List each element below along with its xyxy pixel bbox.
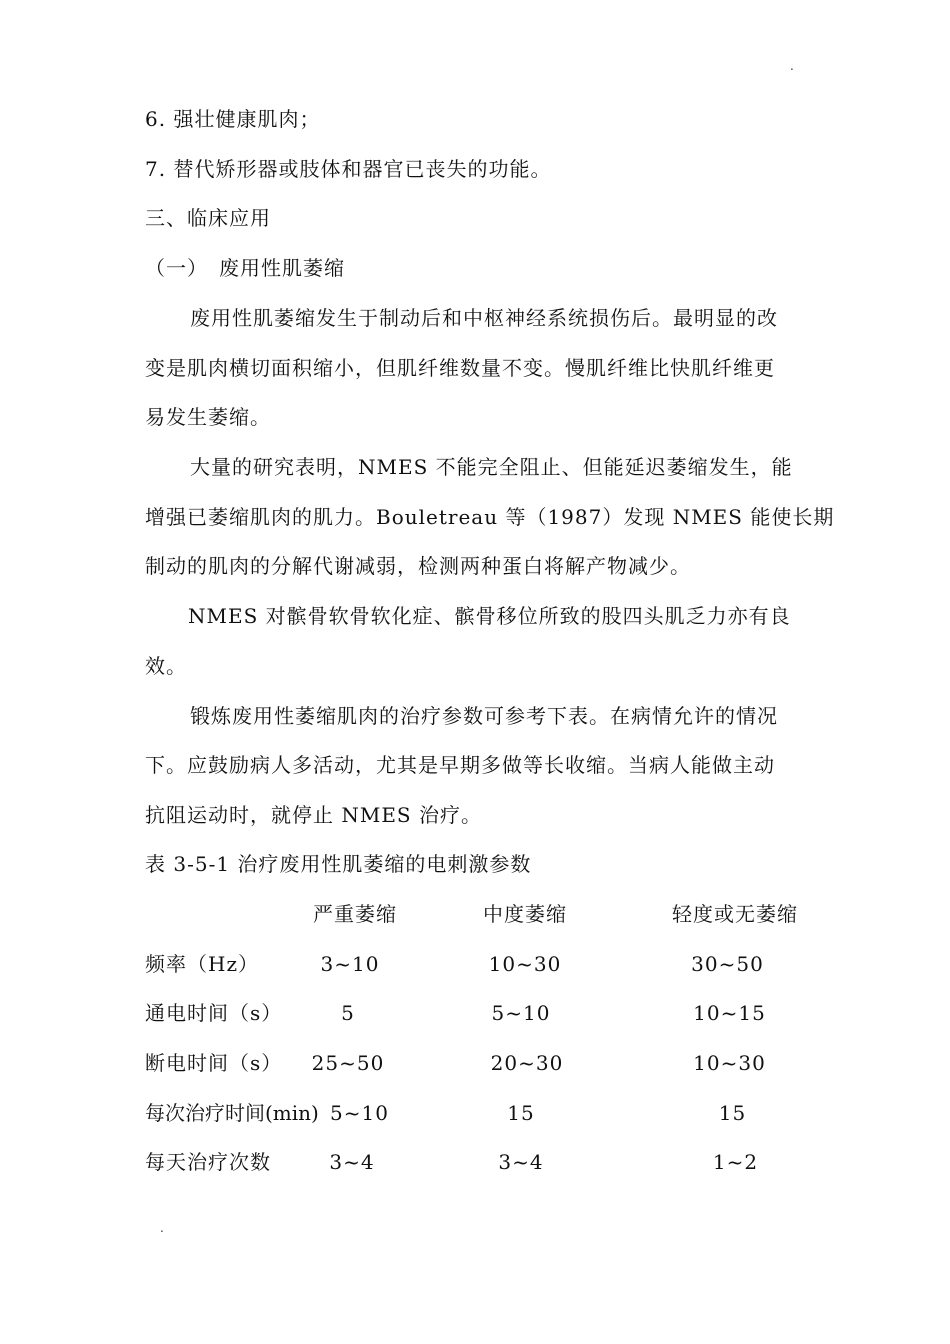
paragraph-3-line-2: 效。 — [145, 654, 187, 678]
table-cell: 25~50 — [311, 1051, 385, 1075]
table-cell: 20~30 — [490, 1051, 564, 1075]
table-cell: 15 — [718, 1101, 747, 1125]
table-row-label: 每天治疗次数 — [145, 1150, 271, 1174]
paragraph-3-line-1: NMES 对髌骨软骨软化症、髌骨移位所致的股四头肌乏力亦有良 — [188, 604, 791, 628]
subsection-heading: （一） 废用性肌萎缩 — [145, 256, 345, 280]
table-header-mild: 轻度或无萎缩 — [672, 902, 798, 926]
table-cell: 1~2 — [712, 1150, 759, 1174]
table-cell: 10~30 — [693, 1051, 766, 1075]
table-cell: 5 — [341, 1001, 355, 1025]
section-heading: 三、临床应用 — [145, 206, 271, 230]
paragraph-1-line-3: 易发生萎缩。 — [145, 405, 271, 429]
table-header-severe: 严重萎缩 — [313, 902, 397, 926]
paragraph-2-line-2: 增强已萎缩肌肉的肌力。Bouletreau 等（1987）发现 NMES 能使长期 — [145, 505, 835, 529]
list-item-6: 6. 强壮健康肌肉； — [145, 107, 321, 131]
table-cell: 5~10 — [330, 1101, 389, 1125]
table-cell: 30~50 — [691, 952, 764, 976]
list-item-7: 7. 替代矫形器或肢体和器官已丧失的功能。 — [145, 157, 552, 181]
table-cell: 3~4 — [498, 1150, 544, 1174]
table-cell: 5~10 — [491, 1001, 551, 1025]
table-cell: 10~30 — [488, 952, 562, 976]
table-cell: 3~10 — [320, 952, 380, 976]
paragraph-1-line-1: 废用性肌萎缩发生于制动后和中枢神经系统损伤后。最明显的改 — [190, 306, 778, 330]
table-cell: 3~4 — [329, 1150, 375, 1174]
table-row-label: 频率（Hz） — [145, 952, 259, 976]
table-cell: 15 — [507, 1101, 535, 1125]
page-footer-dot: . — [160, 1221, 164, 1235]
table-cell: 10~15 — [693, 1001, 766, 1025]
paragraph-4-line-3: 抗阻运动时，就停止 NMES 治疗。 — [145, 803, 482, 827]
paragraph-2-line-1: 大量的研究表明，NMES 不能完全阻止、但能延迟萎缩发生，能 — [190, 455, 793, 479]
table-header-moderate: 中度萎缩 — [483, 902, 567, 926]
table-row-label: 断电时间（s） — [145, 1051, 283, 1075]
paragraph-4-line-1: 锻炼废用性萎缩肌肉的治疗参数可参考下表。在病情允许的情况 — [190, 704, 778, 728]
paragraph-2-line-3: 制动的肌肉的分解代谢减弱，检测两种蛋白将解产物减少。 — [145, 554, 691, 578]
page-corner-dot: . — [790, 59, 794, 73]
table-row-label: 通电时间（s） — [145, 1001, 283, 1025]
table-row-label: 每次治疗时间(min) — [145, 1101, 319, 1125]
paragraph-1-line-2: 变是肌肉横切面积缩小，但肌纤维数量不变。慢肌纤维比快肌纤维更 — [145, 356, 775, 380]
paragraph-4-line-2: 下。应鼓励病人多活动，尤其是早期多做等长收缩。当病人能做主动 — [145, 753, 775, 777]
table-caption: 表 3-5-1 治疗废用性肌萎缩的电刺激参数 — [145, 852, 532, 876]
